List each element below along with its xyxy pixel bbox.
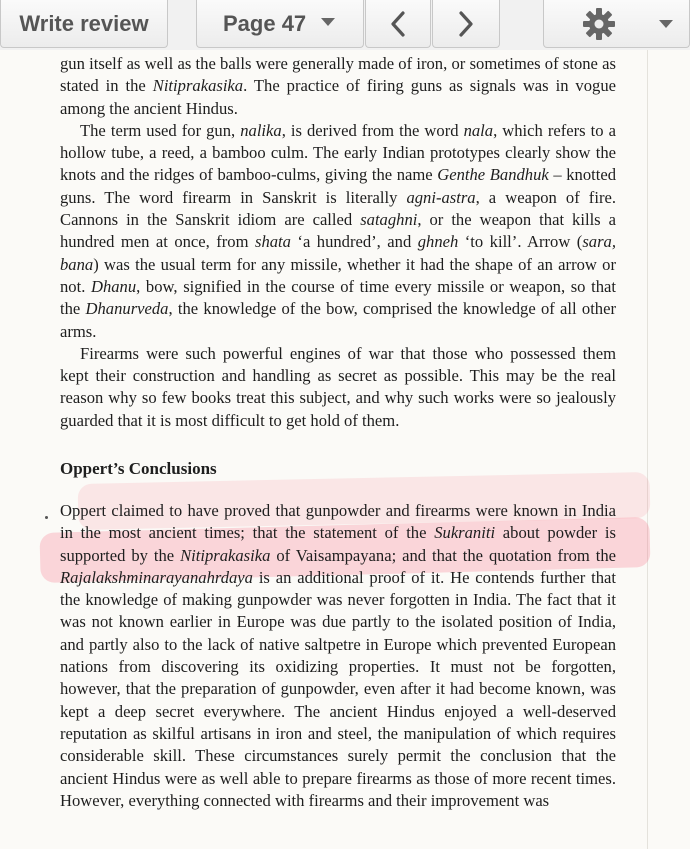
chevron-down-icon <box>659 20 673 28</box>
write-review-label: Write review <box>19 10 149 36</box>
chevron-left-icon <box>390 11 406 37</box>
page-number-label: Page 47 <box>223 10 307 36</box>
next-page-button[interactable] <box>432 0 500 48</box>
page-edge <box>647 50 648 849</box>
paragraph: The term used for gun, nalika, is derived from the word nala, which refers to a hollow tube, a reed, a bamboo culm. The early Indian prototypes clearly show the knots and the ridges of bamboo-culms, giving the name Genthe Bandhuk – knotted guns. The word firearm in Sanskrit is literally agni-astra, a weapon of fire. Cannons in the Sanskrit idiom are called sataghni, or the weapon that kills a hundred men at once, from shata ‘a hundred’, and ghneh ‘to kill’. Arrow (sara, bana) was the usual term for any missile, whether it had the shape of an arrow or not. Dhanu, bow, signified in the course of time every missile or weapon, so that the Dhanurveda, the knowledge of the bow, comprised the knowledge of all other arms. <box>60 120 616 341</box>
chevron-down-icon <box>321 18 335 26</box>
page-text-top <box>60 53 616 432</box>
stray-mark <box>45 516 48 519</box>
chevron-right-icon <box>458 11 474 37</box>
page-select-dropdown[interactable] <box>196 0 364 48</box>
settings-menu-button[interactable] <box>543 0 690 48</box>
page-text-bottom <box>60 500 616 812</box>
write-review-button[interactable] <box>0 0 168 48</box>
paragraph: gun itself as well as the balls were generally made of iron, or sometimes of stone as stated in the Nitiprakasika. The practice of firing guns as signals was in vogue among the ancient Hindus. <box>60 54 616 118</box>
gear-icon <box>582 7 616 41</box>
section-heading: Oppert’s Conclusions <box>60 459 217 478</box>
paragraph: Oppert claimed to have proved that gunpowder and firearms were known in India in the most ancient times; that the statement of the Sukraniti about powder is supported by the Nitiprakasika of Vaisampayana; and that the quotation from the Rajalakshminarayanahrdaya is an additional proof of it. He contends further that the knowledge of making gunpowder was never forgotten in India. The fact that it was not known earlier in Europe was due partly to the isolated position of India, and partly also to the lack of native saltpetre in Europe which prevented European nations from discovering its oxidizing properties. It must not be forgotten, however, that the preparation of gunpowder, even after it had become known, was kept a deep secret everywhere. The ancient Hindus enjoyed a well-deserved reputation as skilful artisans in iron and steel, the manipulation of which requires considerable skill. These circumstances surely permit the conclusion that the ancient Hindus were as well able to prepare firearms as those of more recent times. However, everything connected with firearms and their improvement was <box>60 501 616 810</box>
paragraph: Firearms were such powerful engines of war that those who possessed them kept their construction and handling as secret as possible. This may be the real reason why so few books treat this subject, and why such works were so jealously guarded that it is most difficult to get hold of them. <box>60 343 616 430</box>
previous-page-button[interactable] <box>365 0 431 48</box>
toolbar <box>0 0 690 51</box>
